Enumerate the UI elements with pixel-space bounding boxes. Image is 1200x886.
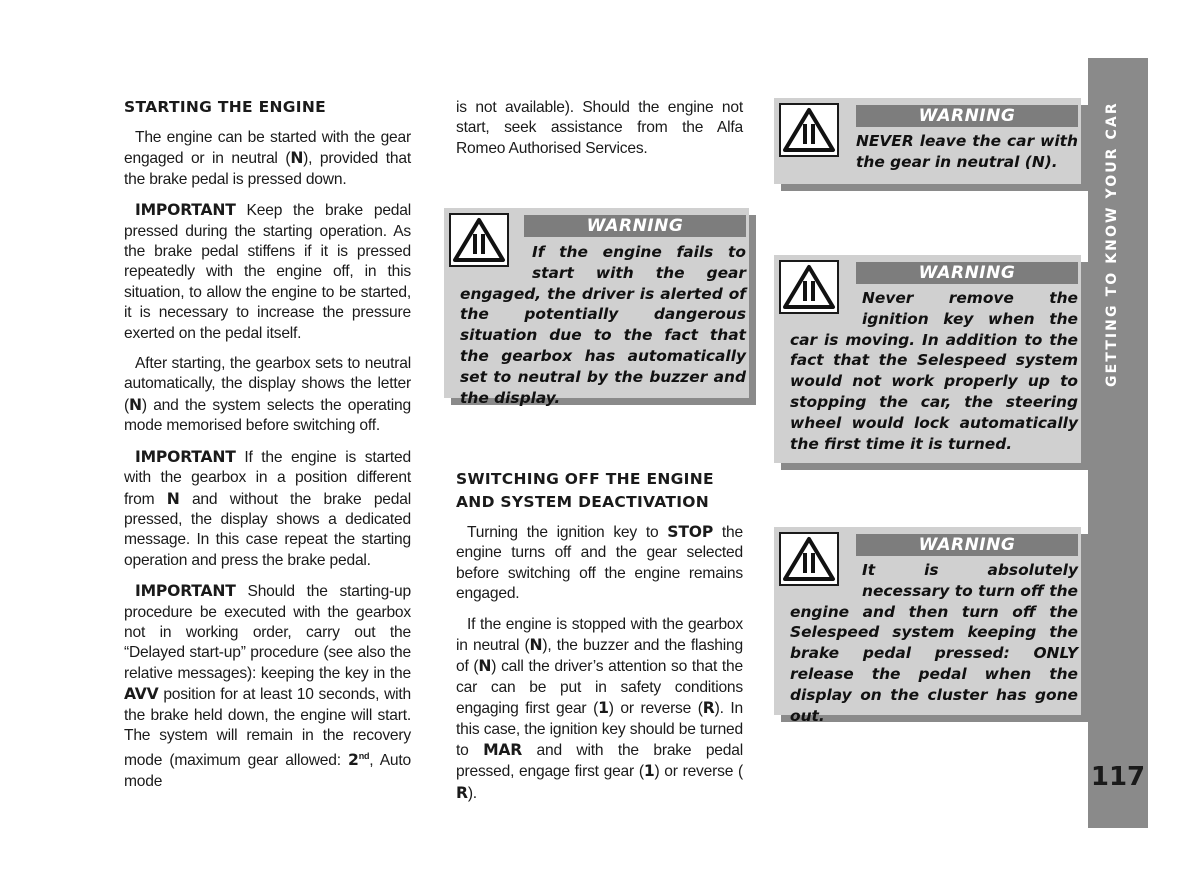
warning-text: NEVER leave the car with the gear in neutral (N).: [856, 132, 1078, 171]
warning-title: WARNING: [856, 262, 1078, 284]
paragraph-important-position: IMPORTANT If the engine is started with the gearbox in a position different from N and without the brake pedal pressed, the display shows a dedicated message. In this case repeat the starting operation and press the brake pedal.: [124, 447, 411, 569]
paragraph-continued: is not available). Should the engine not start, seek assistance from the Alfa Romeo Authorised Services.: [456, 99, 743, 157]
section-label: GETTING TO KNOW YOUR CAR: [1104, 101, 1120, 387]
warning-title: WARNING: [524, 215, 746, 237]
warning-box-neutral: [774, 98, 1081, 184]
warning-text: If the engine fails to start with the gear engaged, the driver is alerted of the potentially dangerous situation due to the fact that the gearbox has automatically set to neutral by the buzzer and the display.: [460, 243, 746, 407]
warning-title: WARNING: [856, 534, 1078, 556]
column-1: [124, 96, 411, 802]
column-2-top: [456, 98, 743, 169]
warning-box-ignition-key: [774, 255, 1081, 463]
paragraph-ignition-stop: Turning the ignition key to STOP the engine turns off and the gear selected before switching off the engine remains engaged.: [456, 523, 743, 603]
paragraph-after-starting: After starting, the gearbox sets to neutral automatically, the display shows the letter (N) and the system selects the operating mode memorised before switching off.: [124, 355, 411, 435]
warning-box-engine-fails: [444, 208, 749, 407]
heading-starting-engine: STARTING THE ENGINE: [124, 98, 327, 116]
warning-text: It is absolutely necessary to turn off the engine and then turn off the Selespeed system keeping the brake pedal pressed: ONLY release the pedal when the display on the cluster has gone out.: [790, 561, 1078, 725]
paragraph-start-gear: The engine can be started with the gear engaged or in neutral (N), provided that the brake pedal is pressed down.: [124, 129, 411, 188]
page-number: 117: [1090, 762, 1146, 792]
warning-box-switch-off: [774, 527, 1081, 725]
heading-switching-off: SWITCHING OFF THE ENGINE AND SYSTEM DEACTIVATION: [456, 470, 714, 511]
warning-triangle-icon: [779, 103, 839, 157]
paragraph-important-delayed: IMPORTANT Should the starting-up procedure be executed with the gearbox not in working order, carry out the “Delayed start-up” procedure (see also the relative messages): keeping the key in the AVV position for at least 10 seconds, with the brake held down, the engine will start. The system will remain in the recovery mode (maximum gear allowed: 2nd, Auto mode: [124, 582, 412, 790]
column-2-bottom: [456, 468, 743, 814]
paragraph-engine-stopped-neutral: If the engine is stopped with the gearbox in neutral (N), the buzzer and the flashing of (N) call the driver’s attention so that the car can be put in safety conditions engaging first gear (1) or reverse (R). In this case, the ignition key should be turned to MAR and with the brake pedal pressed, engage first gear (1) or reverse ( R).: [456, 615, 744, 802]
warning-title: WARNING: [856, 105, 1078, 127]
paragraph-important-brake: IMPORTANT Keep the brake pedal pressed during the starting operation. As the brake pedal stiffens if it is pressed repeatedly with the engine off, in this situation, to allow the engine to be started, it is necessary to increase the pressure exerted on the pedal itself.: [124, 201, 411, 342]
warning-text: Never remove the ignition key when the car is moving. In addition to the fact that the Selespeed system would not work properly up to stopping the car, the steering wheel would lock automatically the first time it is turned.: [790, 289, 1078, 453]
